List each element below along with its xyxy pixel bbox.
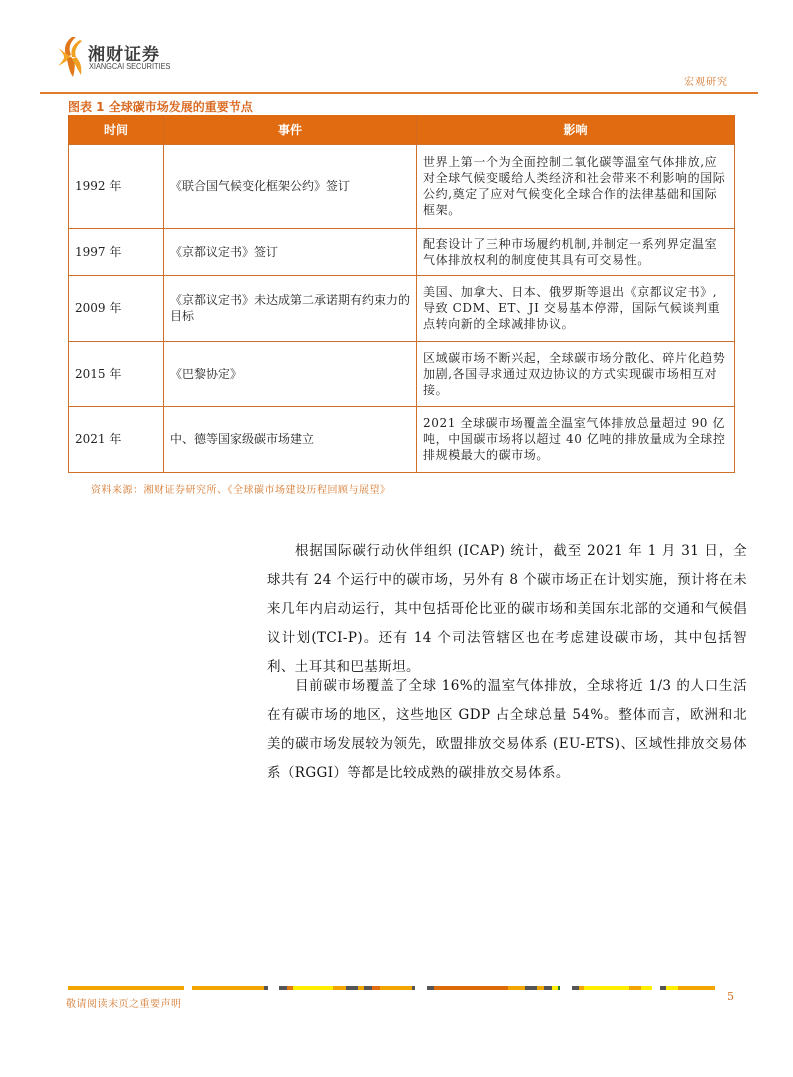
footer-bar-segment <box>434 986 508 990</box>
milestones-table <box>68 115 735 473</box>
footer-bar-segment <box>572 986 579 990</box>
body-paragraph: 根据国际碳行动伙伴组织 (ICAP) 统计，截至 2021 年 1 月 31 日，全球共有 24 个运行中的碳市场，另外有 8 个碳市场正在计划实施，预计将在未来几年内启动运行，其中包括哥伦比亚的碳市场和美国东北部的交通和气候倡议计划(TCI-P)。还有 14 个司法管辖区也在考虑建设碳市场，其中包括智利、土耳其和巴基斯坦。 <box>267 543 747 675</box>
footer-bar-segment <box>293 986 333 990</box>
page-number: 5 <box>727 990 734 1003</box>
table-row <box>69 406 735 472</box>
cell-event: 《联合国气候变化框架公约》签订 <box>164 144 417 228</box>
footer-bar-segment <box>346 986 358 990</box>
footer-bar-segment <box>279 986 287 990</box>
table-header-row <box>69 115 735 144</box>
footer-bar-segment <box>544 986 552 990</box>
body-paragraph: 目前碳市场覆盖了全球 16%的温室气体排放，全球将近 1/3 的人口生活在有碳市场的地区，这些地区 GDP 占全球总量 54%。整体而言，欧洲和北美的碳市场发展较为领先，欧盟排放交易体系 (EU-ETS)、区域性排放交易体系（RGGI）等都是比较成熟的碳排放交易体系。 <box>267 678 747 781</box>
footer-bar-segment <box>678 986 715 990</box>
cell-impact: 美国、加拿大、日本、俄罗斯等退出《京都议定书》,导致 CDM、ET、JI 交易基本停滞，国际气候谈判重点转向新的全球减排协议。 <box>417 275 735 341</box>
cell-event: 中、德等国家级碳市场建立 <box>164 406 417 472</box>
footer-bar-segment <box>268 986 279 990</box>
footer-bar-segment <box>508 986 525 990</box>
table-row <box>69 341 735 406</box>
column-header-event: 事件 <box>164 115 417 144</box>
cell-event: 《京都议定书》签订 <box>164 228 417 275</box>
cell-impact: 世界上第一个为全面控制二氧化碳等温室气体排放,应对全球气候变暖给人类经济和社会带来不利影响的国际公约,奠定了应对气候变化全球合作的法律基础和国际框架。 <box>417 144 735 228</box>
footer-bar-segment <box>364 986 372 990</box>
cell-impact: 配套设计了三种市场履约机制,并制定一系列界定温室气体排放权利的制度使其具有可交易性。 <box>417 228 735 275</box>
cell-impact: 区域碳市场不断兴起，全球碳市场分散化、碎片化趋势加剧,各国寻求通过双边协议的方式实现碳市场相互对接。 <box>417 341 735 406</box>
xiangcai-logo-icon <box>56 36 86 78</box>
cell-event: 《巴黎协定》 <box>164 341 417 406</box>
cell-year: 1997 年 <box>69 228 164 275</box>
cell-impact: 2021 全球碳市场覆盖全温室气体排放总量超过 90 亿吨，中国碳市场将以超过 40 亿吨的排放量成为全球控排规模最大的碳市场。 <box>417 406 735 472</box>
disclaimer-note: 敬请阅读末页之重要声明 <box>66 999 182 1010</box>
footer-bar-segment <box>641 986 652 990</box>
cell-event: 《京都议定书》未达成第二承诺期有约束力的目标 <box>164 275 417 341</box>
section-label: 宏观研究 <box>684 77 728 88</box>
footer-bar-segment <box>560 986 572 990</box>
footer-bar-segment <box>629 986 641 990</box>
footer-bar-segment <box>427 986 434 990</box>
cell-year: 2009 年 <box>69 275 164 341</box>
footer-bar-segment <box>184 986 192 990</box>
footer-bar-segment <box>372 986 380 990</box>
table-row <box>69 275 735 341</box>
footer-decorative-bar <box>68 986 733 990</box>
table-row <box>69 228 735 275</box>
header-divider <box>40 92 758 94</box>
table-row <box>69 144 735 228</box>
footer-bar-segment <box>537 986 544 990</box>
footer-bar-segment <box>415 986 427 990</box>
footer-bar-segment <box>192 986 264 990</box>
column-header-impact: 影响 <box>417 115 735 144</box>
footer-bar-segment <box>666 986 678 990</box>
cell-year: 2021 年 <box>69 406 164 472</box>
brand-name-en: XIANGCAI SECURITIES <box>89 62 171 71</box>
footer-bar-segment <box>652 986 660 990</box>
footer-bar-segment <box>584 986 629 990</box>
footer-bar-segment <box>68 986 184 990</box>
column-header-time: 时间 <box>69 115 164 144</box>
table-source-note: 资料来源：湘财证券研究所、《全球碳市场建设历程回顾与展望》 <box>91 485 391 496</box>
cell-year: 1992 年 <box>69 144 164 228</box>
cell-year: 2015 年 <box>69 341 164 406</box>
table-title: 图表 1 全球碳市场发展的重要节点 <box>68 100 253 114</box>
footer-bar-segment <box>525 986 537 990</box>
brand-name-cn: 湘财证券 <box>88 45 160 65</box>
footer-bar-segment <box>380 986 412 990</box>
footer-bar-segment <box>333 986 346 990</box>
